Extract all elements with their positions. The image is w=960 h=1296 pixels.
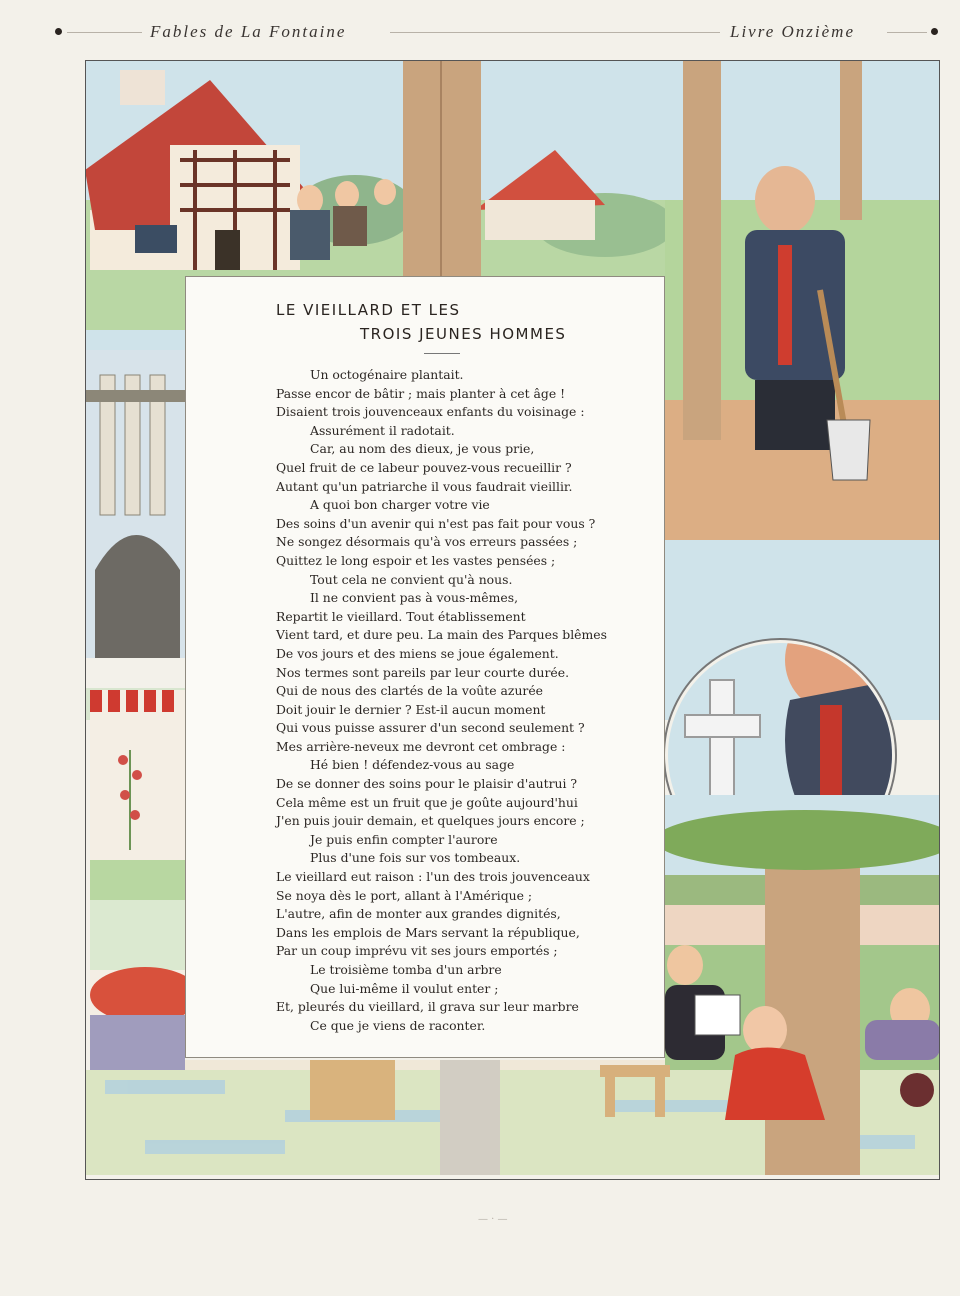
poem-line: Quittez le long espoir et les vastes pensées ; bbox=[276, 552, 556, 568]
poem-line: Repartit le vieillard. Tout établissement bbox=[276, 608, 526, 624]
poem-line: Le vieillard eut raison : l'un des trois jouvenceaux bbox=[276, 869, 590, 885]
fable-text-panel bbox=[185, 276, 665, 1058]
poem-line: A quoi bon charger votre vie bbox=[310, 497, 490, 513]
header-right-ornament bbox=[931, 28, 938, 35]
header-book-number: Livre Onzième bbox=[730, 22, 855, 41]
poem-line: Passe encor de bâtir ; mais planter à cet âge ! bbox=[276, 385, 566, 401]
fable-title bbox=[276, 301, 606, 343]
poem-line: Ne songez désormais qu'à vos erreurs passées ; bbox=[276, 534, 578, 550]
poem-body bbox=[276, 366, 636, 1035]
fable-title-line-2: TROIS JEUNES HOMMES bbox=[360, 325, 567, 343]
header-left-rule bbox=[67, 32, 142, 33]
poem-line: Se noya dès le port, allant à l'Amérique ; bbox=[276, 887, 533, 903]
water-pail bbox=[95, 535, 180, 660]
poem-line: Doit jouir le dernier ? Est-il aucun moment bbox=[276, 701, 546, 717]
poem-line: Quel fruit de ce labeur pouvez-vous recueillir ? bbox=[276, 459, 572, 475]
poem-line: Un octogénaire plantait. bbox=[310, 367, 464, 382]
poem-line: Par un coup imprévu vit ses jours emportés ; bbox=[276, 943, 558, 959]
poem-line: Car, au nom des dieux, je vous prie, bbox=[310, 441, 535, 457]
poem-line: Et, pleurés du vieillard, il grava sur leur marbre bbox=[276, 999, 579, 1015]
poem-line: Il ne convient pas à vous-mêmes, bbox=[310, 590, 519, 606]
poem-line: Je puis enfin compter l'aurore bbox=[310, 831, 498, 847]
poem-line: Mes arrière-neveux me devront cet ombrage : bbox=[276, 738, 566, 754]
header-center-rule bbox=[390, 32, 720, 33]
poem-line: De vos jours et des miens se joue également. bbox=[276, 645, 559, 661]
fable-title-line-1: LE VIEILLARD ET LES bbox=[276, 301, 461, 319]
poem-line: Dans les emplois de Mars servant la république, bbox=[276, 924, 580, 940]
poem-line: Autant qu'un patriarche il vous faudrait vieillir. bbox=[276, 478, 573, 494]
poem-line: J'en puis jouir demain, et quelques jours encore ; bbox=[276, 813, 585, 829]
header-book-title: Fables de La Fontaine bbox=[150, 22, 347, 41]
poem-line: Plus d'une fois sur vos tombeaux. bbox=[310, 850, 521, 866]
page-folio-mark: — · — bbox=[478, 1214, 508, 1225]
poem-line: Nos termes sont pareils par leur courte durée. bbox=[276, 664, 570, 680]
poem-line: Tout cela ne convient qu'à nous. bbox=[310, 571, 513, 587]
ball bbox=[900, 1073, 934, 1107]
poem-line: L'autre, afin de monter aux grandes dignités, bbox=[276, 906, 561, 922]
poem-line: Que lui-même il voulut enter ; bbox=[310, 980, 499, 996]
header-left-ornament bbox=[55, 28, 62, 35]
flower-panel bbox=[90, 690, 200, 1070]
poem-line: Qui vous puisse assurer d'un second seulement ? bbox=[276, 720, 585, 736]
poem-line: Cela même est un fruit que je goûte aujourd'hui bbox=[276, 794, 578, 810]
poem-line: Vient tard, et dure peu. La main des Parques blêmes bbox=[276, 627, 607, 643]
running-header bbox=[55, 16, 940, 50]
poem-line: Assurément il radotait. bbox=[310, 422, 455, 438]
poem-line: Hé bien ! défendez-vous au sage bbox=[310, 757, 515, 773]
poem-line: De se donner des soins pour le plaisir d'autrui ? bbox=[276, 776, 578, 792]
poem-line: Ce que je viens de raconter. bbox=[310, 1017, 486, 1033]
poem-line: Des soins d'un avenir qui n'est pas fait pour vous ? bbox=[276, 515, 596, 531]
header-right-rule bbox=[887, 32, 927, 33]
title-divider bbox=[424, 353, 460, 354]
poem-line: Le troisième tomba d'un arbre bbox=[310, 962, 502, 977]
poem-line: Qui de nous des clartés de la voûte azurée bbox=[276, 683, 544, 699]
poem-line: Disaient trois jouvenceaux enfants du voisinage : bbox=[276, 404, 585, 420]
